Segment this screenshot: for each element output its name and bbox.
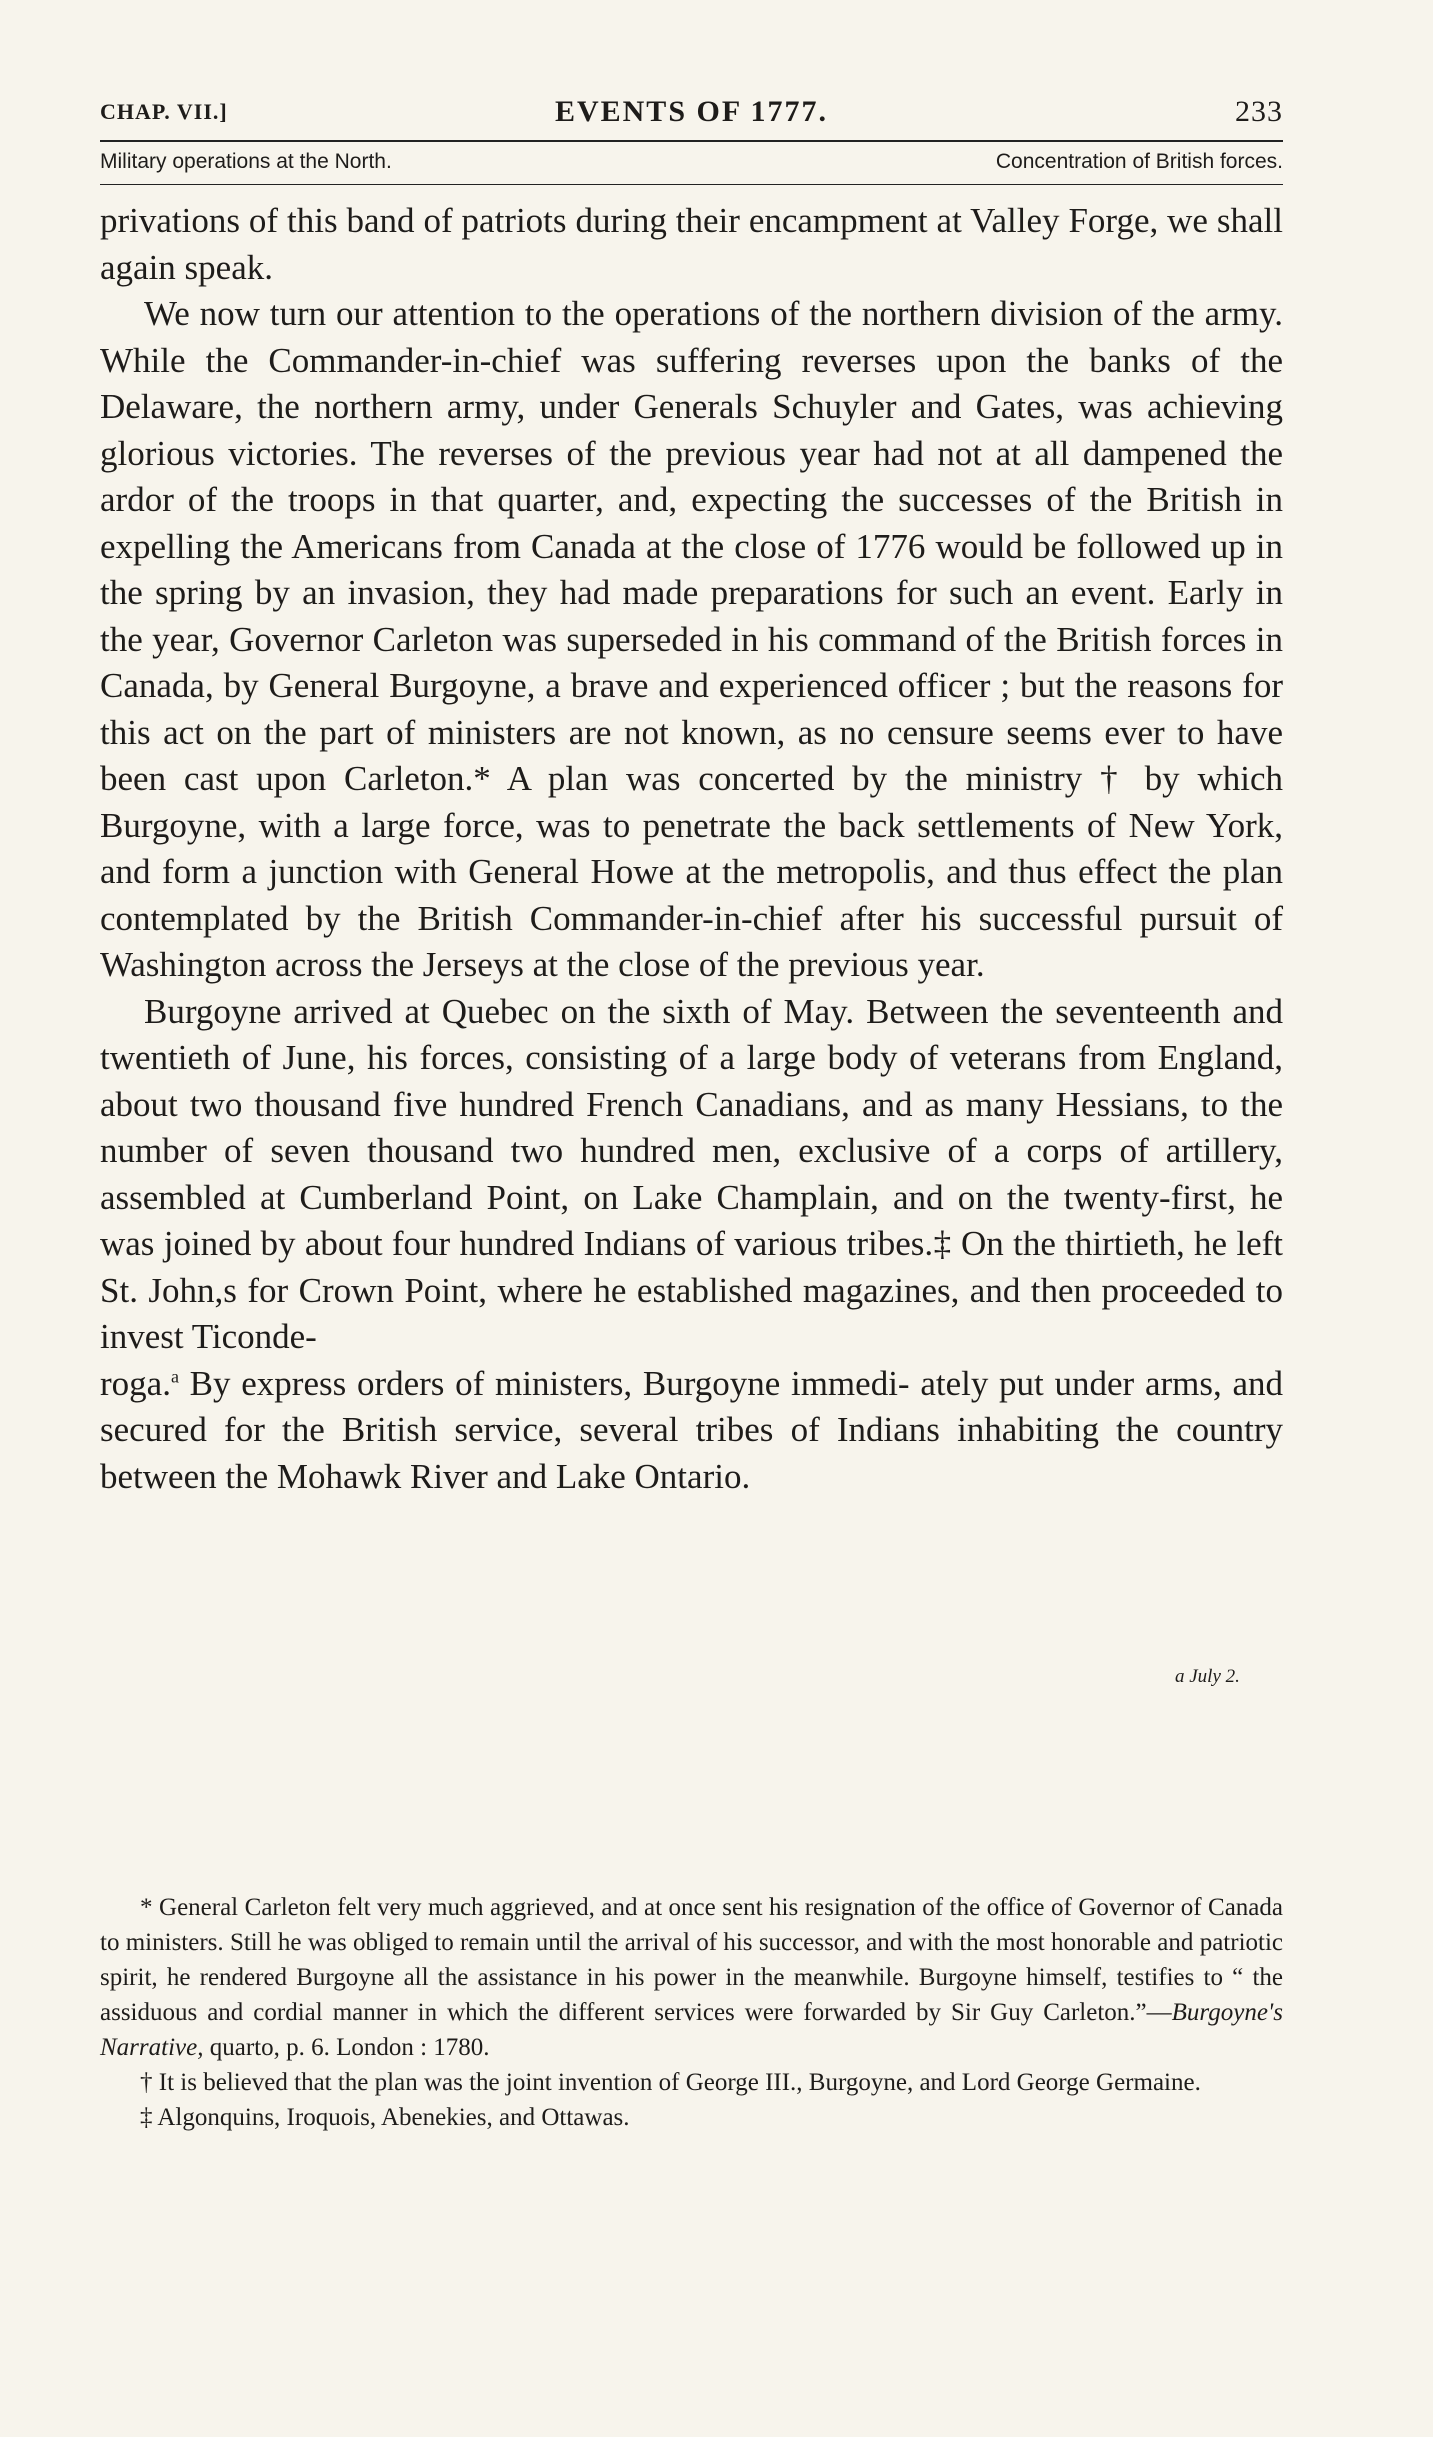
right-subheading: Concentration of British forces.	[995, 150, 1283, 173]
left-subheading: Military operations at the North.	[100, 150, 392, 173]
subheading-rule	[100, 184, 1283, 185]
footnote-1-tail: quarto, p. 6. London : 1780.	[203, 2034, 490, 2061]
footnote-2: † It is believed that the plan was the joint invention of George III., Burgoyne, and Lord George Germaine.	[140, 2069, 1201, 2096]
paragraph-3-part-3: ately put under arms, and secured for the British service, several tribes of Indians inhabiting the country between the Mohawk River and Lake Ontario.	[100, 1363, 1283, 1496]
ticonderoga-word: roga.	[100, 1363, 171, 1403]
paragraph-2: We now turn our attention to the operations of the northern division of the army. While the Commander-in-chief was suffering reverses upon the banks of the Delaware, the northern army, under Generals Schuyler and Gates, was achieving glorious victories. The reverses of the previous year had not at all dampened the ardor of the troops in that quarter, and, expecting the successes of the British in expelling the Americans from Canada at the close of 1776 would be followed up in the spring by an invasion, they had made preparations for such an event. Early in the year, Governor Carleton was superseded in his command of the British forces in Canada, by General Burgoyne, a brave and experienced officer ; but the reasons for this act on the part of ministers are not known, as no censure seems ever to have been cast upon Carleton.* A plan was concerted by the ministry † by which Burgoyne, with a large force, was to penetrate the back settlements of New York, and form a junction with General Howe at the metropolis, and thus effect the plan contemplated by the British Commander-in-chief after his successful pursuit of Washington across the Jerseys at the close of the previous year.	[100, 294, 1283, 984]
marginal-note: a July 2.	[1175, 1666, 1240, 1687]
footnote-1-text: * General Carleton felt very much aggrieved, and at once sent his resignation of the office of Governor of Canada to ministers. Still he was obliged to remain until the arrival of his successor, and with the most honorable and patriotic spirit, he rendered Burgoyne all the assistance in his power in the meanwhile. Burgoyne himself, testifies to “ the assiduous and cordial manner in which the different services were forwarded by Sir Guy Carleton.”—	[100, 1894, 1283, 2026]
marginal-ref-a: a	[170, 1365, 179, 1386]
chapter-label: CHAP. VII.]	[100, 99, 228, 124]
paragraph-3-part-2: By express orders of ministers, Burgoyne immedi-	[178, 1363, 910, 1403]
body-text	[100, 198, 1283, 1500]
paragraph-3	[100, 989, 1283, 1501]
footnotes	[100, 1890, 1283, 2135]
running-head	[100, 95, 1283, 135]
footnote-1-citation: Burgoyne's Narrative,	[100, 1999, 1283, 2061]
header-rule	[100, 140, 1283, 142]
footnote-3: ‡ Algonquins, Iroquois, Abenekies, and Ottawas.	[140, 2104, 630, 2131]
paragraph-3-part-1: Burgoyne arrived at Quebec on the sixth of May. Between the seventeenth and twentieth of June, his forces, consisting of a large body of veterans from England, about two thousand five hundred French Canadians, and as many Hessians, to the number of seven thousand two hundred men, exclusive of a corps of artillery, assembled at Cumberland Point, on Lake Champlain, and on the twenty-first, he was joined by about four hundred Indians of various tribes.‡ On the thirtieth, he left St. John,s for Crown Point, where he established magazines, and then proceeded to invest Ticonde-	[100, 991, 1283, 1356]
footnote-1	[100, 1890, 1283, 2065]
paragraph-1: privations of this band of patriots during their encampment at Valley Forge, we shall again speak.	[100, 201, 1283, 287]
page-number: 233	[1235, 95, 1283, 128]
page-title: EVENTS OF 1777.	[554, 95, 829, 128]
subheading-bar	[100, 150, 1283, 180]
